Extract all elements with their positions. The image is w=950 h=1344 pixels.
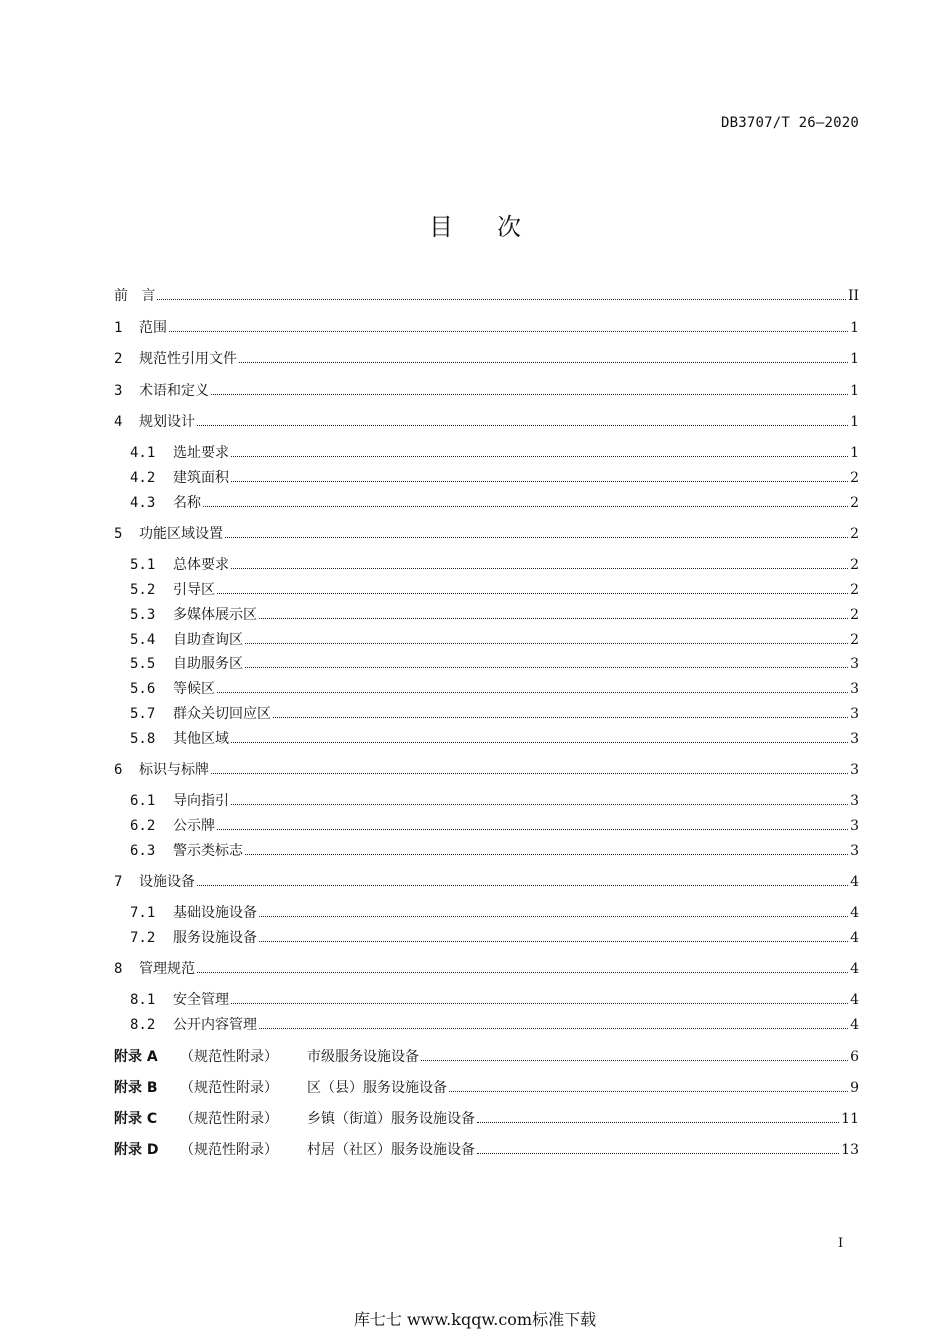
toc-entry-title: 自助服务区 [173, 656, 243, 672]
toc-entry-title: 标识与标牌 [139, 762, 209, 778]
toc-page-number: II [847, 288, 859, 304]
toc-page-number: 1 [850, 445, 859, 461]
dot-leader [259, 941, 848, 942]
toc-entry-title: 群众关切回应区 [173, 706, 271, 722]
document-code: DB3707/T 26—2020 [720, 115, 859, 131]
toc-page-number: 4 [850, 992, 859, 1008]
toc-page-number: 2 [850, 526, 859, 542]
appendix-type: （规范性附录） [180, 1142, 278, 1158]
toc-page-number: 3 [850, 731, 859, 747]
toc-page-number: 11 [841, 1111, 859, 1127]
section-number: 5 [114, 526, 123, 542]
toc-page-number: 2 [850, 607, 859, 623]
toc-page-number: 2 [850, 470, 859, 486]
toc-page-number: 3 [850, 793, 859, 809]
toc-page-number: 3 [850, 818, 859, 834]
dot-leader [421, 1060, 848, 1061]
dot-leader [449, 1091, 848, 1092]
dot-leader [259, 1028, 848, 1029]
toc-entry[interactable] [114, 1046, 859, 1066]
section-number: 8 [114, 961, 123, 977]
toc-entry[interactable] [114, 1077, 859, 1097]
section-number: 5.4 [130, 632, 156, 648]
toc-page-number: 2 [850, 582, 859, 598]
toc-page-number: 6 [850, 1049, 859, 1065]
dot-leader [231, 742, 848, 743]
toc-entry[interactable] [114, 958, 859, 978]
toc-entry-title: 名称 [173, 495, 201, 511]
toc-entry[interactable] [114, 815, 859, 835]
section-number: 5.2 [130, 582, 156, 598]
toc-entry[interactable] [114, 554, 859, 574]
toc-entry-title: 其他区域 [173, 731, 229, 747]
section-number: 8.2 [130, 1017, 156, 1033]
toc-entry-title: 区（县）服务设施设备 [307, 1080, 447, 1096]
toc-entry[interactable] [114, 653, 859, 673]
page-title-text: 目次 [429, 213, 565, 241]
dot-leader [259, 916, 848, 917]
dot-leader [477, 1122, 839, 1123]
toc-page-number: 9 [850, 1080, 859, 1096]
toc-page-number: 3 [850, 843, 859, 859]
toc-page-number: 4 [850, 874, 859, 890]
toc-entry-title: 安全管理 [173, 992, 229, 1008]
toc-page-number: 1 [850, 414, 859, 430]
toc-entry-title: 市级服务设施设备 [307, 1049, 419, 1065]
section-number: 4.1 [130, 445, 156, 461]
section-number: 5.6 [130, 681, 156, 697]
dot-leader [239, 362, 848, 363]
dot-leader [231, 1003, 848, 1004]
toc-entry-title: 规范性引用文件 [139, 351, 237, 367]
section-number: 5.5 [130, 656, 156, 672]
dot-leader [259, 618, 848, 619]
dot-leader [245, 643, 848, 644]
section-number: 7.2 [130, 930, 156, 946]
dot-leader [231, 481, 848, 482]
toc-entry[interactable] [114, 1014, 859, 1034]
toc-entry-title: 规划设计 [139, 414, 195, 430]
toc-page-number: 2 [850, 632, 859, 648]
section-number: 5.7 [130, 706, 156, 722]
toc-page-number: 1 [850, 320, 859, 336]
toc-page-number: 3 [850, 706, 859, 722]
toc-page-number: 1 [850, 351, 859, 367]
section-number: 2 [114, 351, 123, 367]
toc-entry-title: 基础设施设备 [173, 905, 257, 921]
toc-entry[interactable] [114, 285, 859, 305]
toc-page-number: 4 [850, 1017, 859, 1033]
toc-entry[interactable] [114, 989, 859, 1009]
toc-entry[interactable] [114, 728, 859, 748]
page-number: I [838, 1236, 844, 1251]
dot-leader [157, 299, 846, 300]
toc-entry[interactable] [114, 629, 859, 649]
toc-entry-title: 引导区 [173, 582, 215, 598]
toc-entry-title: 功能区域设置 [139, 526, 223, 542]
section-number: 4 [114, 414, 123, 430]
toc-entry[interactable] [114, 442, 859, 462]
dot-leader [217, 692, 848, 693]
section-number: 6.2 [130, 818, 156, 834]
toc-entry-title: 设施设备 [139, 874, 195, 890]
section-number: 6.1 [130, 793, 156, 809]
page-title [0, 207, 950, 242]
dot-leader [203, 506, 848, 507]
dot-leader [231, 456, 848, 457]
toc-entry[interactable] [114, 871, 859, 891]
toc-page-number: 3 [850, 681, 859, 697]
toc-entry-title: 范围 [139, 320, 167, 336]
footer-watermark: 库七七 www.kqqw.com标准下载 [353, 1310, 597, 1329]
dot-leader [197, 425, 848, 426]
dot-leader [231, 804, 848, 805]
toc-entry[interactable] [114, 579, 859, 599]
dot-leader [477, 1153, 839, 1154]
toc-entry-title: 服务设施设备 [173, 930, 257, 946]
appendix-label: 附录 C [114, 1111, 158, 1127]
appendix-type: （规范性附录） [180, 1080, 278, 1096]
toc-page-number: 4 [850, 930, 859, 946]
dot-leader [225, 537, 848, 538]
dot-leader [231, 568, 848, 569]
toc-page-number: 4 [850, 961, 859, 977]
toc-entry[interactable] [114, 927, 859, 947]
toc-entry[interactable] [114, 604, 859, 624]
dot-leader [245, 667, 848, 668]
toc-entry[interactable] [114, 678, 859, 698]
toc-entry[interactable] [114, 523, 859, 543]
toc-entry-title: 村居（社区）服务设施设备 [307, 1142, 475, 1158]
toc-entry-title: 自助查询区 [173, 632, 243, 648]
appendix-type: （规范性附录） [180, 1049, 278, 1065]
toc-page-number: 4 [850, 905, 859, 921]
section-number: 5.1 [130, 557, 156, 573]
toc-entry-title: 前 言 [114, 288, 156, 304]
toc-entry[interactable] [114, 348, 859, 368]
toc-entry-title: 警示类标志 [173, 843, 243, 859]
toc-page-number: 2 [850, 495, 859, 511]
section-number: 6.3 [130, 843, 156, 859]
section-number: 7 [114, 874, 123, 890]
toc-entry[interactable] [114, 840, 859, 860]
section-number: 4.3 [130, 495, 156, 511]
section-number: 1 [114, 320, 123, 336]
dot-leader [197, 885, 848, 886]
toc-entry-title: 公开内容管理 [173, 1017, 257, 1033]
appendix-label: 附录 A [114, 1049, 158, 1065]
toc-entry[interactable] [114, 317, 859, 337]
dot-leader [217, 829, 848, 830]
toc-page-number: 2 [850, 557, 859, 573]
toc-entry[interactable] [114, 902, 859, 922]
toc-entry-title: 术语和定义 [139, 383, 209, 399]
toc-entry[interactable] [114, 467, 859, 487]
section-number: 6 [114, 762, 123, 778]
toc-page-number: 1 [850, 383, 859, 399]
toc-entry-title: 总体要求 [173, 557, 229, 573]
toc-entry-title: 导向指引 [173, 793, 229, 809]
toc-entry-title: 乡镇（街道）服务设施设备 [307, 1111, 475, 1127]
dot-leader [273, 717, 848, 718]
toc-entry-title: 管理规范 [139, 961, 195, 977]
section-number: 5.8 [130, 731, 156, 747]
appendix-type: （规范性附录） [180, 1111, 278, 1127]
toc-page-number: 13 [841, 1142, 859, 1158]
section-number: 7.1 [130, 905, 156, 921]
toc-entry-title: 建筑面积 [173, 470, 229, 486]
toc-entry-title: 多媒体展示区 [173, 607, 257, 623]
toc-entry[interactable] [114, 411, 859, 431]
toc-entry-title: 选址要求 [173, 445, 229, 461]
toc-entry[interactable] [114, 759, 859, 779]
toc-entry[interactable] [114, 1139, 859, 1159]
section-number: 4.2 [130, 470, 156, 486]
toc-page-number: 3 [850, 656, 859, 672]
section-number: 3 [114, 383, 123, 399]
toc-entry-title: 等候区 [173, 681, 215, 697]
toc-page-number: 3 [850, 762, 859, 778]
section-number: 5.3 [130, 607, 156, 623]
section-number: 8.1 [130, 992, 156, 1008]
dot-leader [197, 972, 848, 973]
appendix-label: 附录 D [114, 1142, 159, 1158]
dot-leader [211, 773, 848, 774]
toc-entry-title: 公示牌 [173, 818, 215, 834]
toc-entry[interactable] [114, 703, 859, 723]
appendix-label: 附录 B [114, 1080, 158, 1096]
toc-entry[interactable] [114, 380, 859, 400]
dot-leader [245, 854, 848, 855]
toc-entry[interactable] [114, 1108, 859, 1128]
dot-leader [169, 331, 848, 332]
dot-leader [211, 394, 848, 395]
toc-entry[interactable] [114, 492, 859, 512]
dot-leader [217, 593, 848, 594]
toc-entry[interactable] [114, 790, 859, 810]
